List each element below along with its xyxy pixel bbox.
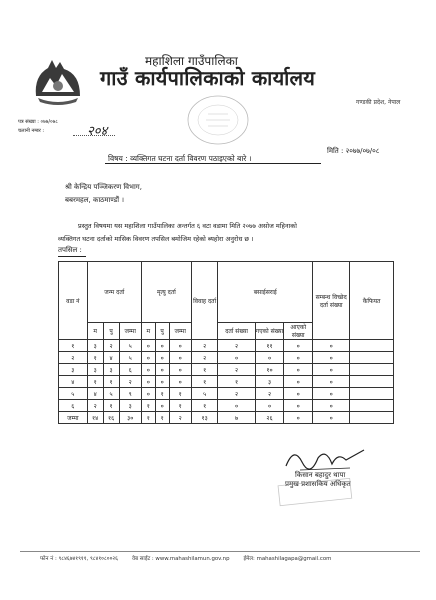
table-cell: ० (313, 376, 350, 388)
table-cell: १ (141, 412, 155, 424)
table-cell: ० (313, 412, 350, 424)
table-cell: १ (103, 376, 119, 388)
table-cell: ३ (87, 364, 103, 376)
table-cell: ३० (119, 412, 141, 424)
table-cell: ३ (87, 340, 103, 352)
table-cell: ९ (119, 388, 141, 400)
header-divorce: सम्बन्ध विच्छेद दर्ता संख्या (313, 262, 350, 340)
table-cell (350, 388, 394, 400)
table-row (59, 388, 394, 400)
dispatch-underline (73, 135, 115, 136)
table-cell: १३ (191, 412, 218, 424)
table-cell (350, 364, 394, 376)
table-cell: ० (155, 340, 169, 352)
table-cell: ० (141, 376, 155, 388)
table-cell: ६ (59, 400, 88, 412)
designation-stamp-icon (275, 478, 355, 508)
header-birth: जन्म दर्ता (87, 262, 141, 323)
table-cell: ० (218, 400, 255, 412)
table-cell: १६ (103, 412, 119, 424)
table-cell: ० (313, 340, 350, 352)
table-cell: ६ (119, 364, 141, 376)
subheader-cell: म (87, 323, 103, 340)
subheader-cell: म (141, 323, 155, 340)
table-cell: ० (155, 364, 169, 376)
table-cell: ० (284, 352, 313, 364)
table-cell: २६ (255, 412, 284, 424)
dispatch-number: २०४ (87, 124, 108, 139)
table-cell: २ (59, 352, 88, 364)
table-cell: २ (87, 400, 103, 412)
table-cell: ० (284, 400, 313, 412)
footer (40, 554, 331, 562)
signatory-name: किसान बहादुर थापा (295, 471, 346, 479)
table-row (59, 376, 394, 388)
table-cell: १ (191, 364, 218, 376)
table-cell: ५ (119, 340, 141, 352)
footer-website: वेब साईट : www.mahashilamun.gov.np (131, 556, 230, 562)
org-title: गाउँ कार्यपालिकाको कार्यालय (100, 66, 316, 90)
table-cell: ० (284, 364, 313, 376)
table-cell: ० (218, 352, 255, 364)
table-cell: १ (169, 400, 191, 412)
header-death: मृत्यु दर्ता (141, 262, 191, 323)
org-subtitle: महाशिला गाउँपालिका (145, 54, 238, 68)
registration-table (58, 261, 394, 424)
subheader-cell: पु (103, 323, 119, 340)
table-cell: ५ (191, 388, 218, 400)
table-cell: ३ (103, 364, 119, 376)
table-cell: २ (119, 376, 141, 388)
table-cell: १० (255, 364, 284, 376)
table-row (59, 340, 394, 352)
table-cell: १ (59, 340, 88, 352)
subheader-cell: आएको संख्या (284, 323, 313, 340)
table-cell: ४ (87, 388, 103, 400)
header-migration: बसाईसराई (218, 262, 313, 323)
table-cell: ० (284, 412, 313, 424)
body-paragraph-line-1: प्रस्तुत विषयमा यस महाशिला गाउँपालिका अन्तर्गत ६ वटा वडामा मिति २०७७ असोज महिनाको (78, 222, 297, 230)
table-cell: ० (155, 352, 169, 364)
table-cell: ० (141, 352, 155, 364)
total-row (59, 412, 394, 424)
table-cell: ३ (59, 364, 88, 376)
table-cell: १ (191, 400, 218, 412)
subheader-cell: जम्मा (169, 323, 191, 340)
recipient-line-1: श्री केन्द्रिय पञ्जिकरण विभाग, (65, 183, 142, 191)
caption-underline (58, 256, 86, 257)
table-cell: जम्मा (59, 412, 88, 424)
table-cell (350, 352, 394, 364)
subheader-cell: पु (155, 323, 169, 340)
table-cell: १ (191, 376, 218, 388)
table-row (59, 352, 394, 364)
header-ward: वडा नं (59, 262, 88, 340)
header-marriage: विवाह दर्ता (191, 262, 218, 340)
table-cell (350, 412, 394, 424)
table-cell: २ (169, 412, 191, 424)
footer-email: ईमेल: mahashilagapa@gmail.com (243, 556, 332, 562)
subheader-cell: जम्मा (119, 323, 141, 340)
table-cell: ५ (119, 352, 141, 364)
table-cell: ० (141, 388, 155, 400)
letter-number: पत्र संख्या : ०७७/०७८ (18, 119, 58, 125)
table-cell: १ (169, 388, 191, 400)
table-cell: १ (87, 376, 103, 388)
dispatch-label: चलानी नम्बर : (18, 128, 45, 134)
table-cell: ० (313, 388, 350, 400)
table-row (59, 400, 394, 412)
table-cell: ० (313, 400, 350, 412)
table-cell: ० (169, 376, 191, 388)
table-cell (350, 400, 394, 412)
nepal-emblem-icon (30, 56, 86, 106)
table-cell: २ (191, 352, 218, 364)
recipient-line-2: बबरमहल, काठमाण्डौं । (65, 196, 124, 204)
footer-phone: फोन नं : ९८४६७४१९११, ९८४१०८००२६ (40, 556, 118, 562)
table-cell: २ (218, 364, 255, 376)
letter-subject: विषय : व्यक्तिगत घटना दर्ता विवरण पठाइएको बारे । (108, 154, 252, 163)
table-cell: १ (218, 376, 255, 388)
table-cell (350, 376, 394, 388)
table-cell: ० (255, 352, 284, 364)
table-cell: ११ (255, 340, 284, 352)
table-cell: ० (141, 340, 155, 352)
table-cell: १४ (87, 412, 103, 424)
table-cell: १ (155, 388, 169, 400)
table-cell: ५ (59, 388, 88, 400)
body-paragraph-line-2: व्यक्तिगत घटना दर्ताको मासिक विवरण तपसिल बमोजिम रहेको ब्यहोरा अनुरोध छ । (58, 235, 254, 243)
office-stamp-icon (178, 90, 258, 150)
table-cell: ४ (103, 352, 119, 364)
table-cell: ७ (218, 412, 255, 424)
subheader-cell: दर्ता संख्या (218, 323, 255, 340)
table-cell: ० (169, 364, 191, 376)
table-cell: ० (155, 376, 169, 388)
table-cell: २ (218, 340, 255, 352)
table-cell: २ (103, 340, 119, 352)
table-cell: ० (255, 400, 284, 412)
table-cell: ० (284, 388, 313, 400)
table-row (59, 364, 394, 376)
table-cell: १ (155, 412, 169, 424)
table-cell: ० (313, 364, 350, 376)
table-cell: ० (284, 340, 313, 352)
province-text: गण्डकी प्रदेश, नेपाल (356, 99, 401, 106)
table-cell: ० (141, 364, 155, 376)
table-cell: ३ (119, 400, 141, 412)
header-remarks: कैफियत (350, 262, 394, 340)
table-cell: २ (218, 388, 255, 400)
table-cell: १ (141, 400, 155, 412)
signature-icon (280, 440, 370, 474)
table-cell: २ (255, 388, 284, 400)
table-cell: १ (87, 352, 103, 364)
subject-underline (105, 163, 321, 164)
table-cell: ४ (59, 376, 88, 388)
footer-divider (20, 551, 420, 552)
letter-date: मिति : २०७७/०७/०८ (327, 147, 380, 155)
table-cell: ० (169, 352, 191, 364)
table-caption: तपसिल : (58, 246, 82, 254)
table-cell: ३ (255, 376, 284, 388)
table-cell (350, 340, 394, 352)
table-cell: १ (103, 400, 119, 412)
table-cell: ० (155, 400, 169, 412)
subheader-cell: गएको संख्या (255, 323, 284, 340)
table-cell: ५ (103, 388, 119, 400)
table-cell: २ (191, 340, 218, 352)
table-cell: ० (169, 340, 191, 352)
table-cell: ० (284, 376, 313, 388)
signatory-title: प्रमुख प्रशासकिय अधिकृत (285, 480, 351, 488)
table-cell: ० (313, 352, 350, 364)
